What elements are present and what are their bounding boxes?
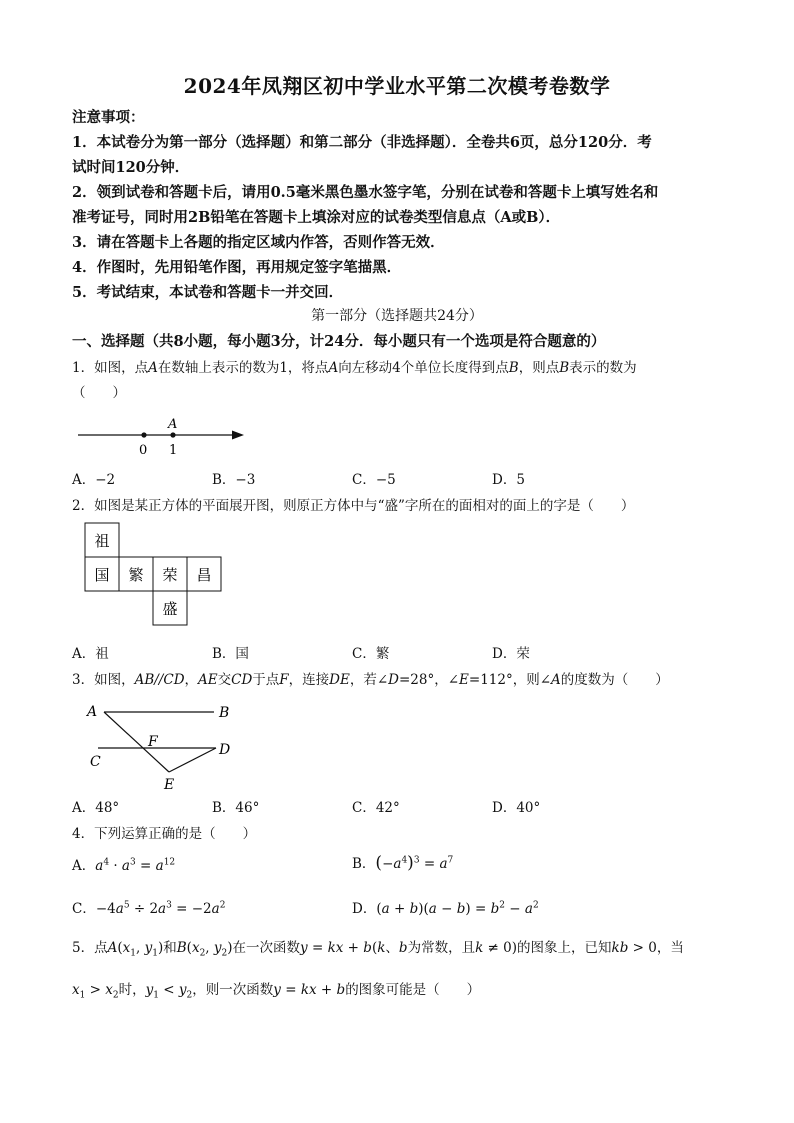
q2-option-c[interactable]: C．繁 [352, 646, 390, 662]
label-d: D [219, 742, 231, 758]
q1-option-a[interactable]: A．−2 [72, 472, 116, 488]
section-heading: 一、选择题（共8小题，每小题3分，计24分．每小题只有一个选项是符合题意的） [72, 333, 606, 350]
tick-label-0: 0 [139, 443, 148, 458]
q3-stem: 3．如图，AB//CD，AE交CD于点F，连接DE，若∠D=28°，∠E=112°，则∠A的度数为（ ） [72, 672, 669, 688]
label-a: A [87, 704, 98, 720]
part1-heading: 第一部分（选择题共24分） [311, 308, 483, 324]
notice-line-3: 3．请在答题卡上各题的指定区域内作答，否则作答无效． [72, 234, 445, 251]
q3-option-c[interactable]: C．42° [352, 800, 400, 816]
label-c: C [90, 754, 101, 770]
net-char-4: 昌 [196, 566, 212, 584]
point-a-dot [170, 432, 175, 437]
q4-option-c[interactable]: C．$-4a^5 \div 2a^3 = -2a^2$ [72, 900, 226, 917]
q1-answer-paren: （ ） [72, 385, 126, 401]
number-line-figure [72, 412, 252, 460]
notice-line-5: 5．考试结束，本试卷和答题卡一并交回． [72, 284, 344, 301]
notice-line-1b: 试时间120分钟． [72, 159, 190, 176]
page-title: 2024年凤翔区初中学业水平第二次模考卷数学 [183, 74, 611, 98]
cube-net-figure [84, 522, 224, 628]
point-a-label: A [168, 417, 178, 432]
net-char-top: 祖 [94, 532, 110, 550]
tick-label-1: 1 [169, 443, 178, 458]
q2-option-d[interactable]: D．荣 [492, 646, 530, 662]
q4-option-d[interactable]: D．$(a + b)(a - b) = b^2 - a^2$ [352, 900, 539, 917]
notice-heading: 注意事项： [72, 109, 145, 126]
label-e: E [164, 777, 175, 793]
number-line-arrow [232, 431, 244, 440]
q3-option-b[interactable]: B．46° [212, 800, 260, 816]
q2-stem: 2．如图是某正方体的平面展开图，则原正方体中与“盛”字所在的面相对的面上的字是（ ） [72, 498, 635, 514]
q1-option-d[interactable]: D．5 [492, 472, 525, 488]
net-char-2: 繁 [128, 566, 144, 584]
q1-stem: 1．如图，点A在数轴上表示的数为1，将点A向左移动4个单位长度得到点B，则点B表示的数为 [72, 360, 637, 376]
q3-option-d[interactable]: D．40° [492, 800, 541, 816]
line-ed [169, 748, 216, 772]
q5-line-2: $x_1 > x_2$时，$y_1 < y_2$，则一次函数y = kx + b的图象可能是（ ） [72, 982, 481, 1001]
q4-option-b[interactable]: B．$(-a^4)^3 = a^7$ [352, 853, 454, 873]
parallel-lines-figure [84, 698, 244, 794]
q2-option-a[interactable]: A．祖 [72, 646, 109, 662]
notice-line-4: 4．作图时，先用铅笔作图，再用规定签字笔描黑． [72, 259, 402, 276]
q4-stem: 4．下列运算正确的是（ ） [72, 826, 257, 842]
q4-option-a[interactable]: A．$a^4 \cdot a^3 = a^{12}$ [72, 857, 176, 874]
label-f: F [148, 734, 158, 750]
q2-option-b[interactable]: B．国 [212, 646, 249, 662]
net-char-bottom: 盛 [162, 600, 178, 618]
line-ae [104, 712, 169, 772]
label-b: B [219, 705, 230, 721]
q3-option-a[interactable]: A．48° [72, 800, 120, 816]
origin-dot [141, 432, 146, 437]
net-char-3: 荣 [162, 566, 178, 584]
notice-line-2a: 2．领到试卷和答题卡后，请用0.5毫米黑色墨水签字笔，分别在试卷和答题卡上填写姓名和 [72, 184, 659, 201]
q1-option-b[interactable]: B．−3 [212, 472, 256, 488]
notice-line-2b: 准考证号，同时用2B铅笔在答题卡上填涂对应的试卷类型信息点（A或B）． [72, 209, 561, 226]
q1-option-c[interactable]: C．−5 [352, 472, 396, 488]
notice-line-1a: 1．本试卷分为第一部分（选择题）和第二部分（非选择题）．全卷共6页，总分120分．考 [72, 134, 652, 151]
net-char-1: 国 [94, 566, 110, 584]
q5-line-1: 5．点$A(x_1$, $y_1$)和$B(x_2$, $y_2$)在一次函数y = kx + b(k、b为常数，且k ≠ 0)的图象上，已知kb > 0，当 [72, 940, 684, 959]
